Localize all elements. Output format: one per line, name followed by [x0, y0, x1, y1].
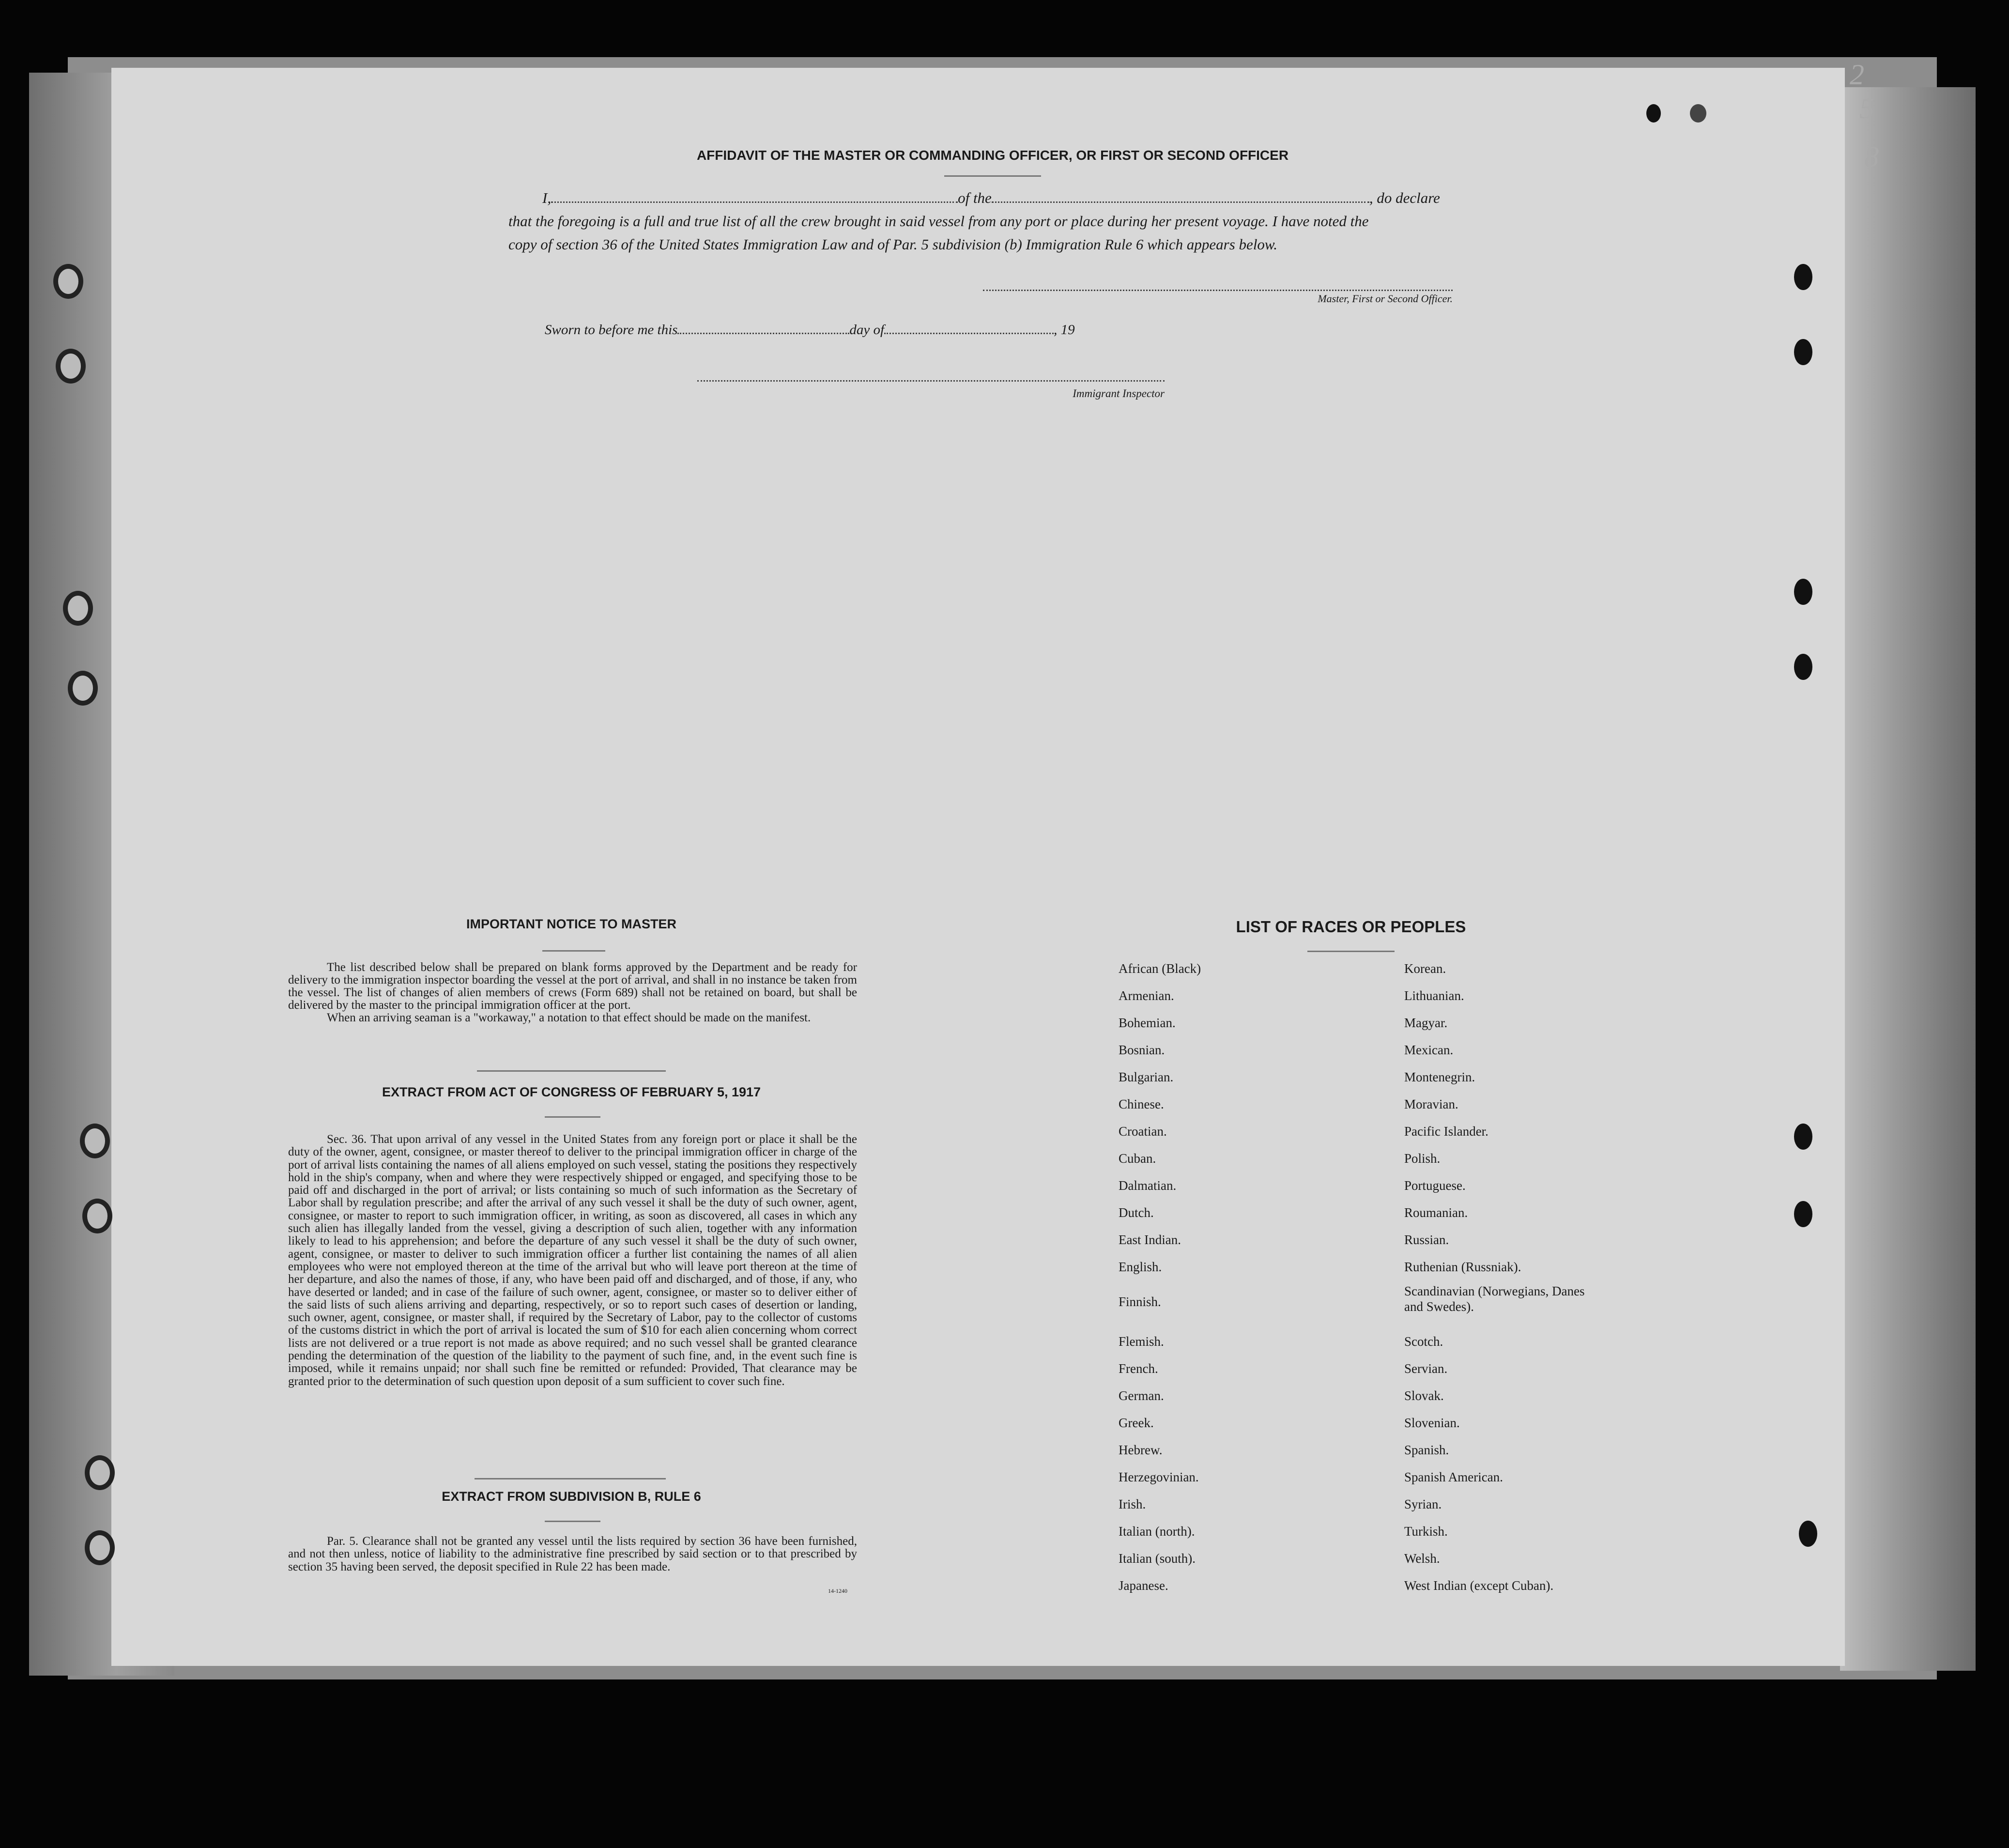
act-divider — [545, 1116, 600, 1118]
sworn-label: Sworn to before me this — [545, 322, 678, 338]
notice-paragraph-2: When an arriving seaman is a "workaway," a notation to that effect should be made on the manifest. — [327, 1011, 811, 1024]
punch-hole — [1794, 654, 1812, 680]
vessel-name-field[interactable] — [992, 201, 1369, 203]
do-declare-label: , do declare — [1369, 189, 1440, 206]
race-item: Slovenian. — [1404, 1416, 1460, 1430]
margin-note-3: 8 — [1864, 141, 1879, 173]
races-list-right — [1404, 955, 1656, 1599]
punch-hole — [1794, 1124, 1812, 1150]
binder-ring — [68, 671, 98, 706]
race-item: Lithuanian. — [1404, 988, 1464, 1003]
race-item-label: Scandinavian (Norwegians, Danes and Swedes). — [1404, 1284, 1585, 1314]
race-item-label: Finnish. — [1119, 1294, 1161, 1309]
races-list-left — [1119, 955, 1385, 1599]
race-item: Bulgarian. — [1119, 1070, 1174, 1084]
race-item: Italian (south). — [1119, 1551, 1196, 1566]
race-item: Slovak. — [1404, 1388, 1444, 1403]
rule-extract-title: EXTRACT FROM SUBDIVISION B, RULE 6 — [442, 1489, 701, 1504]
sworn-month-field[interactable] — [884, 333, 1054, 334]
year-label: , 19 — [1054, 322, 1075, 338]
title-divider — [944, 175, 1041, 177]
signature-line[interactable] — [983, 290, 1453, 291]
race-item: Spanish. — [1404, 1443, 1449, 1457]
race-item: Croatian. — [1119, 1124, 1167, 1139]
race-item: Servian. — [1404, 1361, 1448, 1376]
race-item: Polish. — [1404, 1151, 1441, 1166]
notice-paragraph-1: The list described below shall be prepared on blank forms approved by the Department and be ready for delivery to the immigration inspector boarding the vessel at the port of arrival, and shall in no instance be taken from the vessel. The list of changes of alien members of crews (Form 689) shall not be retained on board, but shall be delivered by the master to the principal immigration officer at the port. — [288, 961, 857, 1012]
race-item — [1119, 1280, 1385, 1328]
sworn-day-field[interactable] — [677, 333, 849, 334]
race-item: Italian (north). — [1119, 1524, 1195, 1539]
punch-hole — [1799, 1521, 1817, 1547]
binder-ring — [80, 1124, 110, 1158]
punch-hole — [1794, 579, 1812, 605]
margin-note-2: 5 — [1859, 92, 1874, 124]
i-label: I, — [542, 189, 552, 206]
race-item: Armenian. — [1119, 988, 1174, 1003]
race-item: Herzegovinian. — [1119, 1470, 1199, 1484]
race-item: Pacific Islander. — [1404, 1124, 1488, 1139]
race-item: Bohemian. — [1119, 1016, 1176, 1030]
race-item: East Indian. — [1119, 1232, 1181, 1247]
of-the-label: of the — [958, 189, 992, 206]
race-item: Japanese. — [1119, 1578, 1168, 1593]
binder-ring — [85, 1455, 115, 1490]
race-item: Dalmatian. — [1119, 1178, 1177, 1193]
notice-divider — [542, 950, 605, 952]
margin-note-1: 2 — [1850, 59, 1864, 91]
race-item: Hebrew. — [1119, 1443, 1163, 1457]
inspector-caption: Immigrant Inspector — [1073, 387, 1165, 400]
act-extract-text: Sec. 36. That upon arrival of any vessel in the United States from any foreign port or place it shall be the duty of the owner, agent, consignee, or master thereof to deliver to the principal immigration officer in charge of the port of arrival lists containing the names of all aliens employed on such vessel, stating the positions they respectively hold in the ship's company, when and where they were respectively shipped or engaged, and specifying those to be paid off and discharged in the port of arrival; or lists containing so much of such information as the Secretary of Labor shall by regulation prescribe; and after the arrival of any such vessel it shall be the duty of such owner, agent, consignee, or master to report to such immigration officer, in writing, as soon as discovered, all cases in which any such alien has illegally landed from the vessel, giving a description of such alien, together with any information likely to lead to his apprehension; and before the departure of any such vessel it shall be the duty of such owner, agent, consignee, or master to deliver to such immigration officer a further list containing the names of all alien employees who were not employed thereon at the time of the arrival but who will leave port thereon at the time of her departure, and also the names of those, if any, who have been paid off and discharged, and of those, if any, who have deserted or landed; and in case of the failure of such owner, agent, consignee, or master so to deliver either of the said lists of such aliens arriving and departing, respectively, or so to report such cases of desertion or landing, such owner, agent, consignee, or master shall, if required by the Secretary of Labor, pay to the collector of customs of the customs district in which the port of arrival is located the sum of $10 for each alien concerning whom correct lists are not delivered or a true report is not made as above required; and no such vessel shall be granted clearance pending the determination of the question of the liability to the payment of such fine, and, in the event such fine is imposed, while it remains unpaid; nor shall such fine be remitted or refunded: Provided, That clearance may be granted prior to the determination of such question upon deposit of a sum sufficient to cover such fine. — [288, 1133, 857, 1388]
race-item: Scotch. — [1404, 1334, 1443, 1349]
race-item — [1404, 1280, 1656, 1328]
punch-hole — [1690, 104, 1706, 123]
stacked-page-edges — [1840, 87, 1976, 1671]
race-item: Moravian. — [1404, 1097, 1458, 1111]
rule-extract-text: Par. 5. Clearance shall not be granted any vessel until the lists required by section 36 have been furnished, and not then unless, notice of liability to the administrative fine prescribed by said section or to that prescribed by section 35 having been served, the deposit specified in Rule 22 has been made. — [288, 1535, 857, 1573]
race-item: Irish. — [1119, 1497, 1146, 1511]
section-divider — [477, 1070, 666, 1072]
declaration-line-1 — [508, 186, 1453, 210]
binder-ring — [56, 349, 86, 384]
race-item: Ruthenian (Russniak). — [1404, 1260, 1521, 1274]
race-item: Roumanian. — [1404, 1205, 1468, 1220]
race-item: Dutch. — [1119, 1205, 1154, 1220]
notice-text — [288, 961, 857, 1024]
race-item: Portuguese. — [1404, 1178, 1466, 1193]
race-item: Russian. — [1404, 1232, 1449, 1247]
day-of-label: day of — [849, 322, 885, 338]
race-item: Welsh. — [1404, 1551, 1440, 1566]
race-item: Flemish. — [1119, 1334, 1164, 1349]
race-item: Magyar. — [1404, 1016, 1448, 1030]
act-extract-title: EXTRACT FROM ACT OF CONGRESS OF FEBRUARY 5, 1917 — [382, 1085, 761, 1099]
race-item: English. — [1119, 1260, 1162, 1274]
race-item: French. — [1119, 1361, 1158, 1376]
form-number: 14-1240 — [828, 1587, 847, 1594]
declaration-line-3: copy of section 36 of the United States Immigration Law and of Par. 5 subdivision (b) Immigration Rule 6 which appears below. — [508, 236, 1278, 253]
affidavit-title: AFFIDAVIT OF THE MASTER OR COMMANDING OFFICER, OR FIRST OR SECOND OFFICER — [696, 148, 1289, 163]
punch-hole — [1794, 339, 1812, 365]
race-item: West Indian (except Cuban). — [1404, 1578, 1554, 1593]
race-item: Mexican. — [1404, 1043, 1454, 1057]
master-name-field[interactable] — [551, 201, 958, 203]
sworn-line — [545, 322, 1075, 338]
punch-hole — [1646, 104, 1661, 123]
race-item: Cuban. — [1119, 1151, 1156, 1166]
race-item: Syrian. — [1404, 1497, 1442, 1511]
punch-hole — [1794, 264, 1812, 290]
section-divider — [475, 1478, 666, 1479]
declaration-line-2: that the foregoing is a full and true list of all the crew brought in said vessel from any port or place during her present voyage. I have noted the — [508, 213, 1369, 230]
races-title: LIST OF RACES OR PEOPLES — [1236, 918, 1466, 936]
punch-hole — [1794, 1201, 1812, 1227]
races-divider — [1307, 951, 1395, 952]
binder-ring — [85, 1530, 115, 1565]
binder-ring — [53, 264, 83, 299]
race-item: Chinese. — [1119, 1097, 1164, 1111]
affidavit-declaration — [508, 186, 1453, 256]
rule-divider — [545, 1521, 600, 1522]
race-item: Spanish American. — [1404, 1470, 1503, 1484]
race-item: Turkish. — [1404, 1524, 1448, 1539]
binder-ring — [82, 1199, 112, 1233]
inspector-signature-line[interactable] — [697, 380, 1165, 382]
race-item: German. — [1119, 1388, 1164, 1403]
binder-ring — [63, 591, 93, 626]
signature-caption: Master, First or Second Officer. — [1318, 293, 1453, 305]
race-item: Montenegrin. — [1404, 1070, 1475, 1084]
race-item: African (Black) — [1119, 961, 1201, 976]
notice-title: IMPORTANT NOTICE TO MASTER — [466, 917, 676, 931]
race-item: Greek. — [1119, 1416, 1154, 1430]
race-item: Bosnian. — [1119, 1043, 1165, 1057]
race-item: Korean. — [1404, 961, 1446, 976]
